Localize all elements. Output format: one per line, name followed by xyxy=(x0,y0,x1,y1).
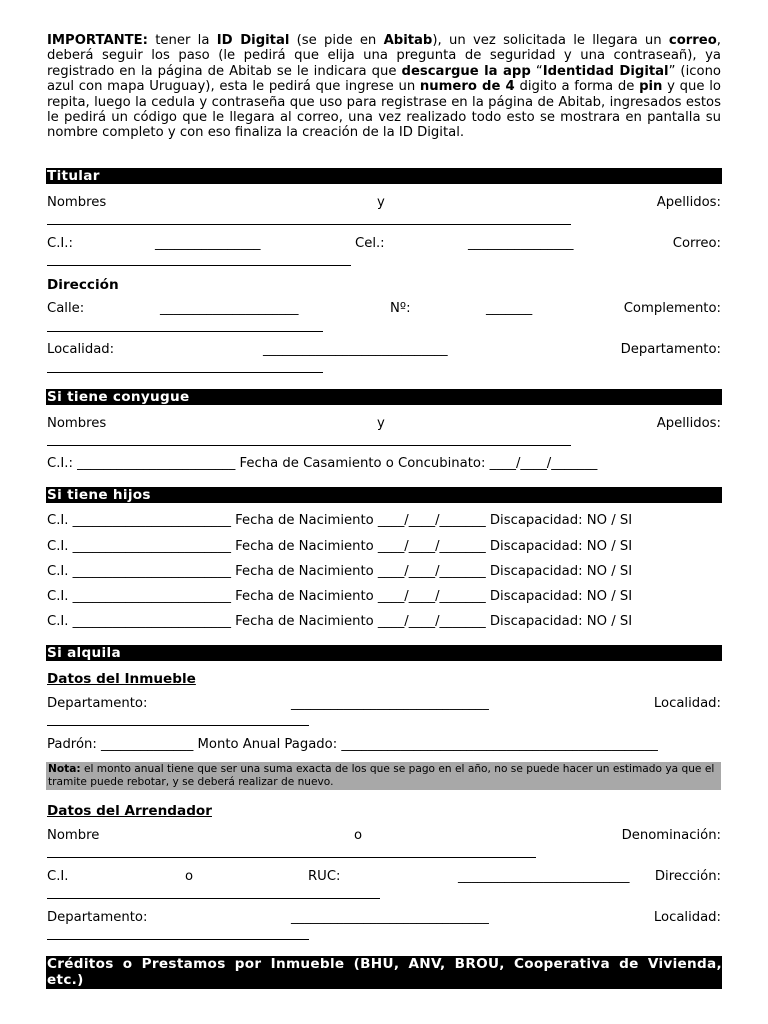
intro-bold: pin xyxy=(639,79,663,95)
departamento-field[interactable] xyxy=(47,372,323,373)
numero-label: Nº: xyxy=(390,301,411,316)
titular-names-field[interactable] xyxy=(47,224,571,225)
intro-bold: Identidad Digital xyxy=(542,63,669,79)
ruc-field[interactable]: __________________________ xyxy=(458,869,630,884)
nombre-label: Nombre xyxy=(47,828,100,843)
o-label: o xyxy=(185,869,194,884)
conyugue-names-field[interactable] xyxy=(47,445,571,446)
denominacion-label: Denominación: xyxy=(621,828,721,843)
ci-label: C.I.: xyxy=(47,236,73,251)
calle-label: Calle: xyxy=(47,301,85,316)
intro-bold: IMPORTANTE: xyxy=(47,33,148,48)
conyugue-ci-row[interactable]: C.I.: ________________________ Fecha de Casamiento o Concubinato: ____/____/_______ xyxy=(47,456,598,471)
datos-arrendador-heading: Datos del Arrendador xyxy=(47,803,212,819)
o-label: o xyxy=(354,828,363,843)
nota-text: el monto anual tiene que ser una suma exacta de los que se pago en el año, no se puede hacer un estimado ya que el tramite puede rebotar, y se deberá realizar de nuevo. xyxy=(48,763,715,788)
departamento-field[interactable]: ______________________________ xyxy=(291,696,489,711)
localidad-field[interactable] xyxy=(47,725,309,726)
hijo-row[interactable]: C.I. ________________________ Fecha de Nacimiento ____/____/_______ Discapacidad: NO / SI xyxy=(47,564,633,579)
departamento-label: Departamento: xyxy=(620,342,721,357)
correo-label: Correo: xyxy=(672,236,721,251)
intro-paragraph xyxy=(47,33,721,141)
ci-label: C.I. xyxy=(47,869,69,884)
intro-text: digito a forma de xyxy=(514,79,640,95)
cel-label: Cel.: xyxy=(355,236,385,251)
hijo-row[interactable]: C.I. ________________________ Fecha de Nacimiento ____/____/_______ Discapacidad: NO / SI xyxy=(47,589,633,604)
section-header-creditos: Créditos o Prestamos por Inmueble (BHU, ANV, BROU, Cooperativa de Vivienda, etc.) xyxy=(47,956,722,988)
section-header-conyugue: Si tiene conyugue xyxy=(46,389,722,405)
intro-text: , deberá seguir los paso (le pedirá que elija una pregunta de seguridad y una contraseañ), ya registrado en la página de Abitab se le indicara que xyxy=(47,33,721,79)
intro-bold: ID Digital xyxy=(216,33,290,48)
intro-text: y que lo repita, luego la cedula y contraseña que uso para registrase en la página de Abitab, ingresados estos le pedirá un código que le llegara al correo, una vez realizado todo esto se mostrara en pantalla su nombre completo y con eso finaliza la creación de la ID Digital. xyxy=(47,79,721,141)
direccion-heading: Dirección xyxy=(47,277,119,293)
calle-field[interactable]: _____________________ xyxy=(160,301,299,316)
correo-field[interactable] xyxy=(47,265,351,266)
departamento-label: Departamento: xyxy=(47,696,148,711)
y-label: y xyxy=(377,416,385,431)
nombres-label: Nombres xyxy=(47,416,107,431)
padron-row[interactable]: Padrón: ______________ Monto Anual Pagado: ________________________________________________ xyxy=(47,737,658,752)
localidad-label: Localidad: xyxy=(47,342,115,357)
complemento-field[interactable] xyxy=(47,331,323,332)
intro-text: ” (icono azul con mapa Uruguay), esta le pedirá que ingrese un xyxy=(47,63,721,95)
nota-label: Nota: xyxy=(48,763,81,775)
cel-field[interactable]: ________________ xyxy=(468,236,574,251)
section-header-alquila: Si alquila xyxy=(46,645,722,661)
arrendador-nombre-field[interactable] xyxy=(47,857,536,858)
datos-inmueble-heading: Datos del Inmueble xyxy=(47,671,196,687)
localidad-label: Localidad: xyxy=(653,910,721,925)
hijo-row[interactable]: C.I. ________________________ Fecha de Nacimiento ____/____/_______ Discapacidad: NO / SI xyxy=(47,513,633,528)
section-header-titular: Titular xyxy=(46,168,722,184)
apellidos-label: Apellidos: xyxy=(656,416,721,431)
intro-bold: Abitab xyxy=(383,33,433,48)
numero-field[interactable]: _______ xyxy=(486,301,533,316)
nombres-label: Nombres xyxy=(47,195,107,210)
complemento-label: Complemento: xyxy=(623,301,721,316)
departamento-label: Departamento: xyxy=(47,910,148,925)
intro-text: “ xyxy=(530,63,543,79)
direccion-label: Dirección: xyxy=(654,869,721,884)
direccion-field[interactable] xyxy=(47,898,380,899)
apellidos-label: Apellidos: xyxy=(656,195,721,210)
section-header-hijos: Si tiene hijos xyxy=(46,487,722,503)
hijo-row[interactable]: C.I. ________________________ Fecha de Nacimiento ____/____/_______ Discapacidad: NO / SI xyxy=(47,539,633,554)
intro-text: tener la xyxy=(147,33,217,48)
y-label: y xyxy=(377,195,385,210)
intro-bold: numero de 4 xyxy=(419,79,515,95)
localidad-field[interactable]: ____________________________ xyxy=(263,342,448,357)
localidad-field[interactable] xyxy=(47,939,309,940)
departamento-field[interactable]: ______________________________ xyxy=(291,910,489,925)
intro-text: (se pide en xyxy=(289,33,384,48)
ruc-label: RUC: xyxy=(308,869,341,884)
intro-bold: correo xyxy=(668,33,717,48)
nota-box xyxy=(46,762,721,790)
intro-text: ), un vez solicitada le llegara un xyxy=(432,33,669,48)
hijo-row[interactable]: C.I. ________________________ Fecha de Nacimiento ____/____/_______ Discapacidad: NO / SI xyxy=(47,614,633,629)
ci-field[interactable]: ________________ xyxy=(155,236,261,251)
intro-bold: descargue la app xyxy=(401,63,531,79)
localidad-label: Localidad: xyxy=(653,696,721,711)
